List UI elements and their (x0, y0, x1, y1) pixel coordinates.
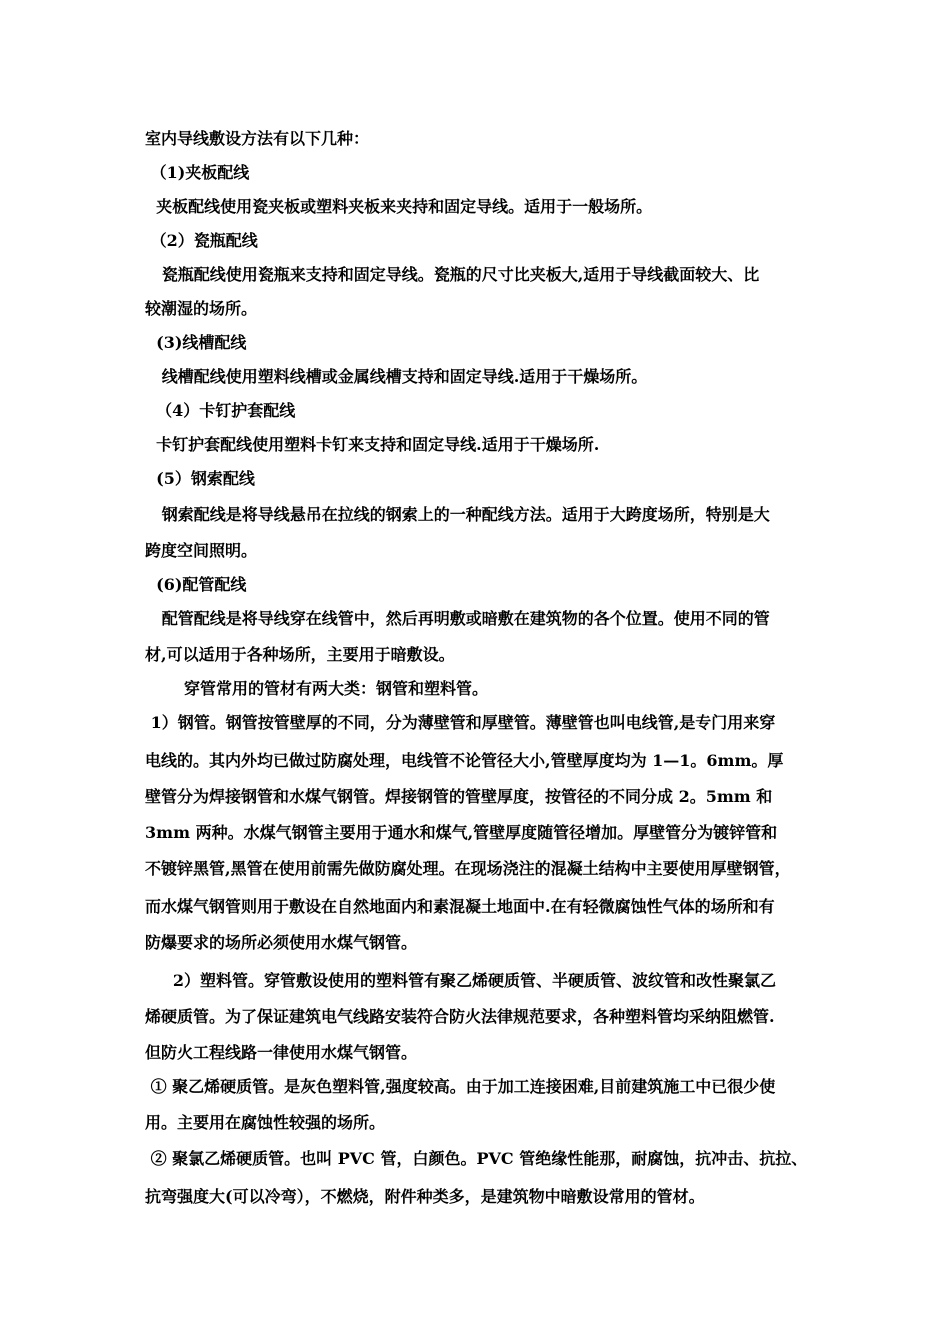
heading-6: (6)配管配线 (145, 575, 247, 594)
paragraph-line: 夹板配线使用瓷夹板或塑料夹板来夹持和固定导线。适用于一般场所。 (145, 197, 653, 216)
paragraph-line: 穿管常用的管材有两大类：钢管和塑料管。 (145, 679, 488, 698)
paragraph-line: 抗弯强度大(可以冷弯），不燃烧，附件种类多，是建筑物中暗敷设常用的管材。 (145, 1187, 705, 1206)
paragraph-line: 而水煤气钢管则用于敷设在自然地面内和素混凝土地面中.在有轻微腐蚀性气体的场所和有 (145, 897, 775, 916)
paragraph-line: 不镀锌黑管,黑管在使用前需先做防腐处理。在现场浇注的混凝土结构中主要使用厚壁钢管， (145, 859, 791, 878)
paragraph-line: 材,可以适用于各种场所，主要用于暗敷设。 (145, 645, 455, 664)
paragraph-line: 线槽配线使用塑料线槽或金属线槽支持和固定导线.适用于干燥场所。 (145, 367, 648, 386)
paragraph-line: 较潮湿的场所。 (145, 299, 258, 318)
paragraph-line: 电线的。其内外均已做过防腐处理，电线管不论管径大小,管壁厚度均为 1—1。6mm。厚 (145, 751, 784, 770)
heading-4: （4）卡钉护套配线 (145, 401, 296, 420)
paragraph-line: 钢索配线是将导线悬吊在拉线的钢索上的一种配线方法。适用于大跨度场所，特别是大 (145, 505, 770, 524)
paragraph-line: ① 聚乙烯硬质管。是灰色塑料管,强度较高。由于加工连接困难,目前建筑施工中已很少使 (145, 1077, 776, 1096)
paragraph-line: 3mm 两种。水煤气钢管主要用于通水和煤气,管壁厚度随管径增加。厚壁管分为镀锌管和 (145, 823, 778, 842)
heading-5: (5）钢索配线 (145, 469, 255, 488)
paragraph-line: 防爆要求的场所必须使用水煤气钢管。 (145, 933, 418, 952)
paragraph-line: ② 聚氯乙烯硬质管。也叫 PVC 管，白颜色。PVC 管绝缘性能那，耐腐蚀，抗冲击、抗拉、 (145, 1149, 808, 1168)
paragraph-line: 卡钉护套配线使用塑料卡钉来支持和固定导线.适用于干燥场所. (145, 435, 600, 454)
paragraph-line: 跨度空间照明。 (145, 541, 258, 560)
paragraph-line: 瓷瓶配线使用瓷瓶来支持和固定导线。瓷瓶的尺寸比夹板大,适用于导线截面较大、比 (145, 265, 760, 284)
paragraph-line: 用。主要用在腐蚀性较强的场所。 (145, 1113, 386, 1132)
paragraph-line: 壁管分为焊接钢管和水煤气钢管。焊接钢管的管壁厚度，按管径的不同分成 2。5mm 和 (145, 787, 773, 806)
paragraph-line: 2）塑料管。穿管敷设使用的塑料管有聚乙烯硬质管、半硬质管、波纹管和改性聚氯乙 (145, 971, 776, 990)
heading-2: （2）瓷瓶配线 (145, 231, 258, 250)
paragraph-line: 1）钢管。钢管按管壁厚的不同，分为薄壁管和厚壁管。薄壁管也叫电线管,是专门用来穿 (145, 713, 776, 732)
heading-3: (3)线槽配线 (145, 333, 247, 352)
paragraph-line: 配管配线是将导线穿在线管中，然后再明敷或暗敷在建筑物的各个位置。使用不同的管 (145, 609, 770, 628)
paragraph-line: 烯硬质管。为了保证建筑电气线路安装符合防火法律规范要求，各种塑料管均采纳阻燃管. (145, 1007, 775, 1026)
intro-line: 室内导线敷设方法有以下几种： (145, 129, 370, 148)
heading-1: （1)夹板配线 (145, 163, 250, 182)
paragraph-line: 但防火工程线路一律使用水煤气钢管。 (145, 1043, 418, 1062)
